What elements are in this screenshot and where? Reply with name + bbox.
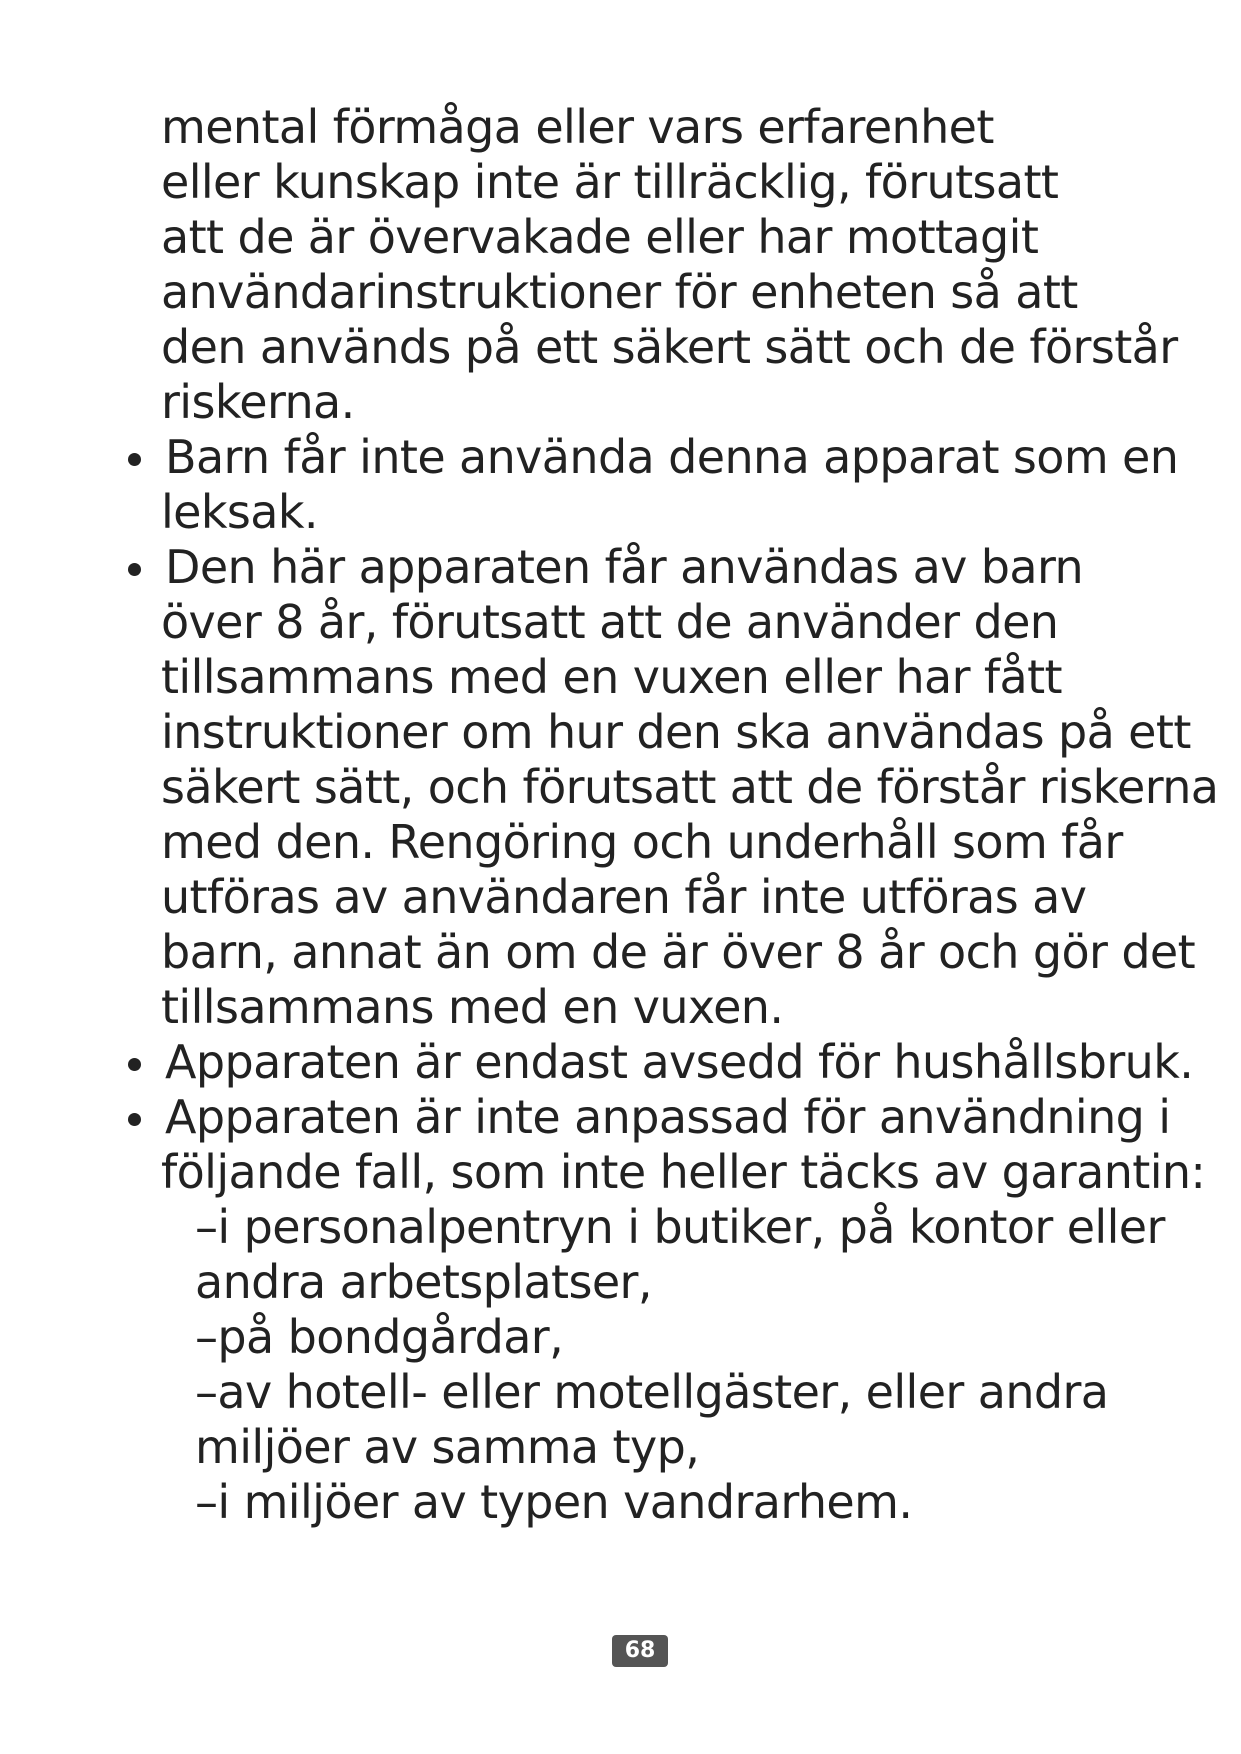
bullet-text: Barn får inte använda denna apparat som en	[165, 430, 1179, 484]
bullet-text: Den här apparaten får användas av barn	[165, 540, 1084, 594]
bullet-item	[123, 1035, 1194, 1090]
sub-list-line: andra arbetsplatser,	[195, 1255, 652, 1309]
bullet-item	[123, 430, 1179, 540]
text-line: med den. Rengöring och underhåll som får	[161, 815, 1123, 869]
text-line: att de är övervakade eller har mottagit	[161, 210, 1039, 264]
text-line: riskerna.	[161, 375, 355, 429]
bullet-icon	[128, 1113, 141, 1126]
text-line: över 8 år, förutsatt att de använder den	[161, 595, 1059, 649]
bullet-icon	[128, 563, 141, 576]
body-text	[123, 100, 1219, 1530]
bullet-icon	[128, 1058, 141, 1071]
text-line: mental förmåga eller vars erfarenhet	[161, 100, 994, 154]
bullet-icon	[128, 453, 141, 466]
bullet-text: Apparaten är endast avsedd för hushållsbruk.	[165, 1035, 1194, 1089]
sub-list-line: –i miljöer av typen vandrarhem.	[195, 1475, 913, 1529]
text-line: instruktioner om hur den ska användas på ett	[161, 705, 1191, 759]
text-line: barn, annat än om de är över 8 år och gör det	[161, 925, 1196, 979]
text-line: tillsammans med en vuxen eller har fått	[161, 650, 1062, 704]
page-number-badge: 68	[612, 1635, 668, 1667]
sub-list-line: –på bondgårdar,	[195, 1310, 564, 1364]
text-line: utföras av användaren får inte utföras av	[161, 870, 1087, 924]
text-line: tillsammans med en vuxen.	[161, 980, 784, 1034]
text-line: eller kunskap inte är tillräcklig, förutsatt	[161, 155, 1059, 209]
text-line: följande fall, som inte heller täcks av garantin:	[161, 1145, 1206, 1199]
text-line: säkert sätt, och förutsatt att de förstår riskerna	[161, 760, 1219, 814]
bullet-item	[123, 540, 1219, 1035]
sub-list-line: miljöer av samma typ,	[195, 1420, 700, 1474]
text-line: leksak.	[161, 485, 318, 539]
bullet-text: Apparaten är inte anpassad för användning i	[165, 1090, 1171, 1144]
text-line: den används på ett säkert sätt och de förstår	[161, 320, 1178, 374]
sub-list-line: –i personalpentryn i butiker, på kontor eller	[195, 1200, 1165, 1254]
text-line: användarinstruktioner för enheten så att	[161, 265, 1078, 319]
sub-list-line: –av hotell- eller motellgäster, eller andra	[195, 1365, 1109, 1419]
bullet-item	[123, 1090, 1206, 1530]
